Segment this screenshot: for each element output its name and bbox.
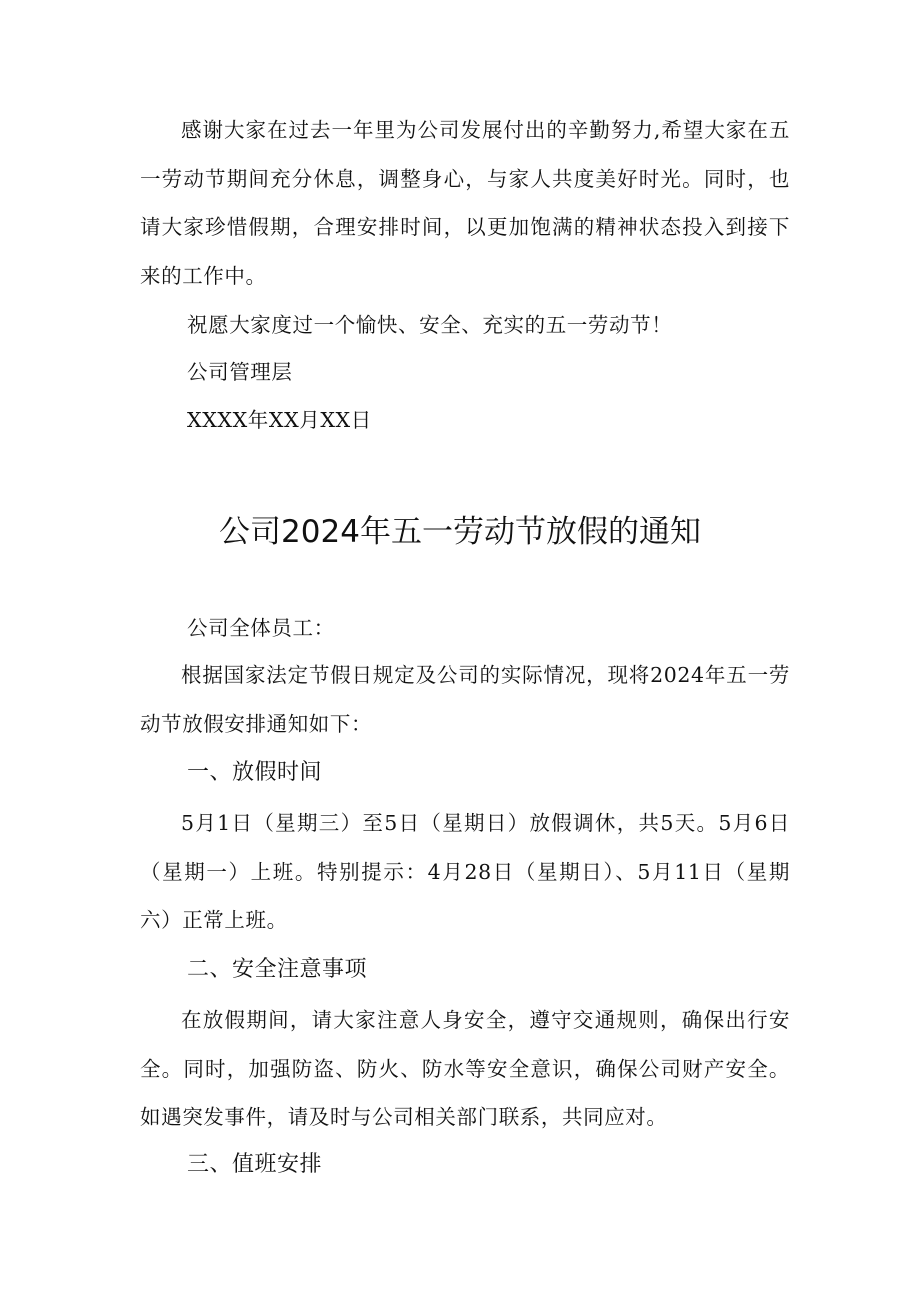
- salutation: 公司全体员工：: [187, 616, 335, 640]
- section-body-holiday-time: 5月1日（星期三）至5日（星期日）放假调休，共5天。5月6日（星期一）上班。特别提示：4月28日（星期日）、5月11日（星期六）正常上班。: [140, 811, 790, 932]
- closing-wish: 祝愿大家度过一个愉快、安全、充实的五一劳动节！: [187, 313, 673, 337]
- section-heading-holiday-time: 一、放假时间: [187, 760, 323, 785]
- notice-title: 公司2024年五一劳动节放假的通知: [219, 514, 701, 550]
- closing-paragraph: 感谢大家在过去一年里为公司发展付出的辛勤努力,希望大家在五一劳动节期间充分休息，调整身心，与家人共度美好时光。同时，也请大家珍惜假期，合理安排时间，以更加饱满的精神状态投入到接下来的工作中。: [140, 118, 790, 288]
- intro-paragraph: 根据国家法定节假日规定及公司的实际情况，现将2024年五一劳动节放假安排通知如下：: [140, 663, 790, 736]
- section-body-safety: 在放假期间，请大家注意人身安全，遵守交通规则，确保出行安全。同时，加强防盗、防火、防水等安全意识，确保公司财产安全。如遇突发事件，请及时与公司相关部门联系，共同应对。: [140, 1008, 790, 1129]
- section-heading-safety: 二、安全注意事项: [187, 957, 368, 982]
- signature: 公司管理层: [187, 360, 293, 384]
- signature-date: XXXX年XX月XX日: [187, 408, 372, 432]
- section-heading-duty: 三、值班安排: [187, 1152, 323, 1177]
